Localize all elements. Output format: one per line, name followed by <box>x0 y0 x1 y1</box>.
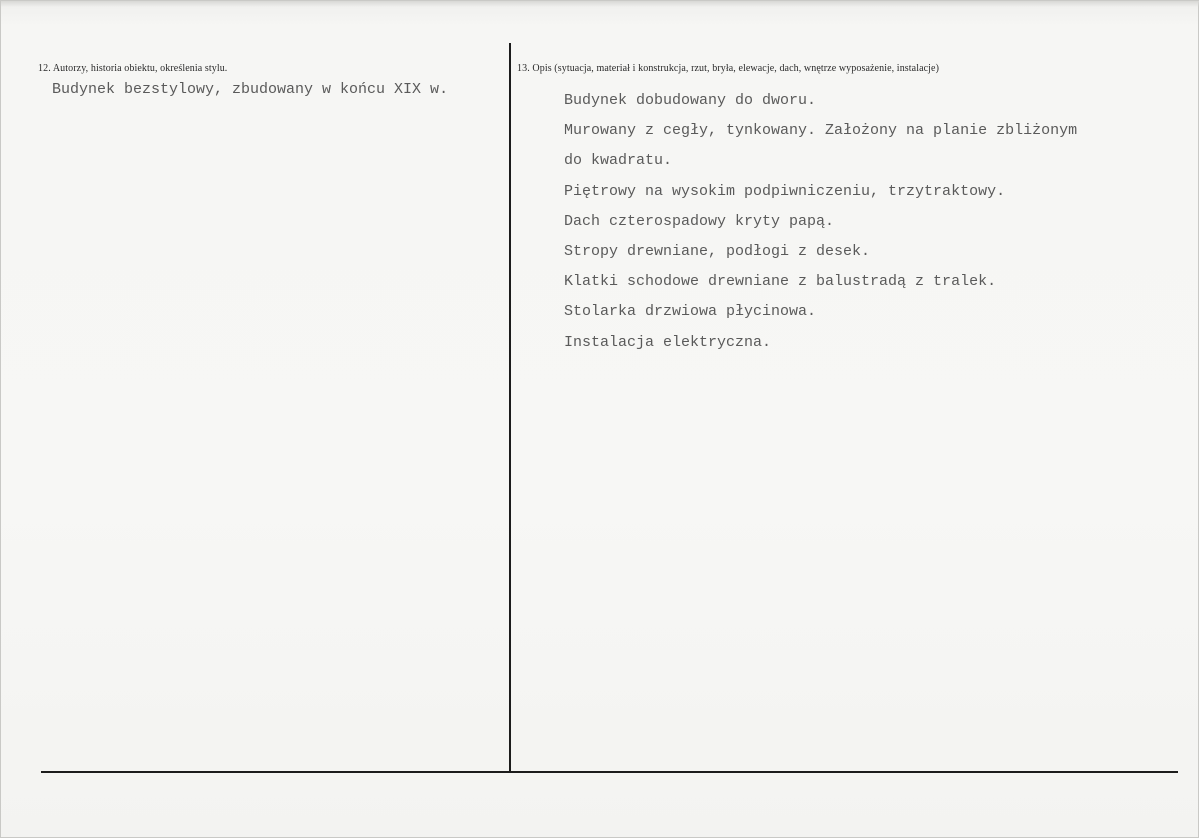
description-line: do kwadratu. <box>564 152 673 170</box>
section-12-text: Budynek bezstylowy, zbudowany w końcu XIX w. <box>52 81 449 98</box>
section-12-label: 12. Autorzy, historia obiektu, określenia stylu. <box>38 63 228 74</box>
column-divider <box>509 43 511 773</box>
bottom-rule <box>41 771 1178 773</box>
card-top-edge <box>1 1 1199 7</box>
section-13-text <box>564 90 1077 362</box>
description-line: Klatki schodowe drewniane z balustradą z tralek. <box>564 273 997 291</box>
description-line: Stolarka drzwiowa płycinowa. <box>564 303 817 321</box>
description-line: Budynek dobudowany do dworu. <box>564 92 817 109</box>
description-line: Murowany z cegły, tynkowany. Założony na planie zbliżonym <box>564 122 1078 140</box>
description-line: Dach czterospadowy kryty papą. <box>564 212 835 230</box>
description-line: Piętrowy na wysokim podpiwniczeniu, trzytraktowy. <box>564 182 1006 200</box>
section-13-label: 13. Opis (sytuacja, materiał i konstrukcja, rzut, bryła, elewacje, dach, wnętrze wyposażenie, instalacje) <box>517 63 939 74</box>
description-line: Stropy drewniane, podłogi z desek. <box>564 242 871 260</box>
description-line: Instalacja elektryczna. <box>564 333 772 351</box>
